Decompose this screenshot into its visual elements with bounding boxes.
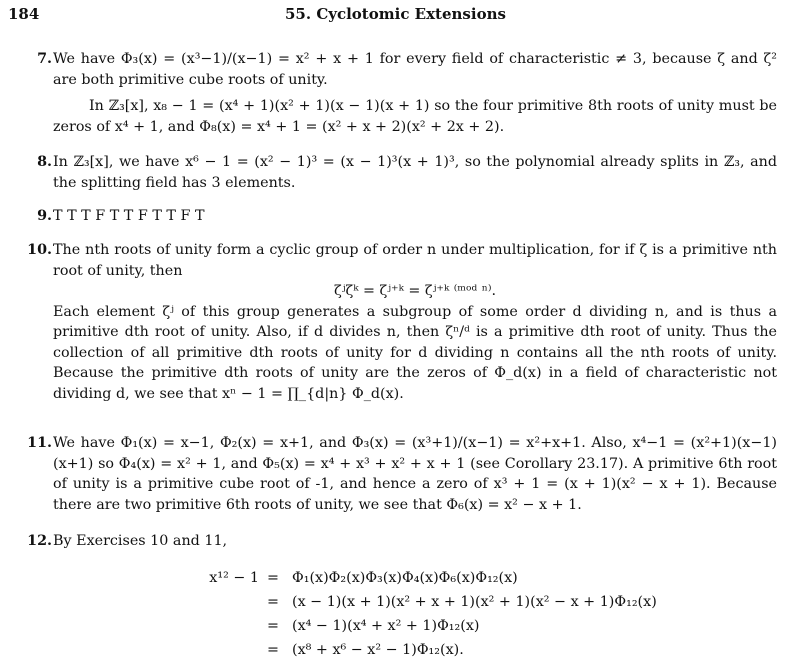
- equals-sign: =: [267, 642, 279, 658]
- exercise-number: 9.: [37, 208, 52, 224]
- exercise-9: [22, 206, 777, 227]
- exercise-text: In ℤ₃[x], x₈ − 1 = (x⁴ + 1)(x² + 1)(x − 1)(x + 1) so the four primitive 8th roots of unity must be zeros of x⁴ + 1, and Φ₈(x) = x⁴ + 1 = (x² + x + 2)(x² + 2x + 2).: [53, 98, 777, 135]
- exercise-text: T T T F T T F T T F T: [53, 208, 205, 224]
- derivation-rhs: (x⁸ + x⁶ − x² − 1)Φ₁₂(x).: [292, 642, 464, 658]
- derivation-rhs: Φ₁(x)Φ₂(x)Φ₃(x)Φ₄(x)Φ₆(x)Φ₁₂(x): [292, 570, 518, 586]
- equals-sign: =: [267, 594, 279, 610]
- exercise-number: 7.: [37, 51, 52, 67]
- equals-sign: =: [267, 570, 279, 586]
- exercise-text: The nth roots of unity form a cyclic group of order n under multiplication, for if ζ is a primitive nth root of unity, then: [53, 242, 777, 279]
- display-equation: ζʲζᵏ = ζʲ⁺ᵏ = ζʲ⁺ᵏ ⁽ᵐᵒᵈ ⁿ⁾.: [333, 283, 497, 299]
- exercise-text: We have Φ₃(x) = (x³−1)/(x−1) = x² + x + 1 for every field of characteristic ≠ 3, because ζ and ζ² are both primitive cube roots of unity.: [53, 51, 777, 88]
- exercise-8: [22, 152, 777, 193]
- exercise-number: 10.: [27, 242, 52, 258]
- derivation-rhs: (x⁴ − 1)(x⁴ + x² + 1)Φ₁₂(x): [292, 618, 480, 634]
- exercise-12: [22, 531, 777, 552]
- derivation-row: [0, 594, 797, 613]
- page-number: 184: [8, 5, 40, 23]
- derivation-rhs: (x − 1)(x + 1)(x² + x + 1)(x² + 1)(x² − x + 1)Φ₁₂(x): [292, 594, 657, 610]
- page-header: [0, 5, 797, 27]
- exercise-7: [22, 49, 777, 137]
- derivation-row: [0, 618, 797, 637]
- exercise-text: By Exercises 10 and 11,: [53, 533, 228, 549]
- derivation-row: [0, 642, 797, 661]
- exercise-number: 8.: [37, 154, 52, 170]
- equals-sign: =: [267, 618, 279, 634]
- exercise-11: [22, 433, 777, 515]
- chapter-title: 55. Cyclotomic Extensions: [285, 5, 506, 23]
- derivation-lhs: x¹² − 1: [209, 570, 259, 586]
- exercise-number: 12.: [27, 533, 52, 549]
- exercise-text: In ℤ₃[x], we have x⁶ − 1 = (x² − 1)³ = (x − 1)³(x + 1)³, so the polynomial already splits in ℤ₃, and the splitting field has 3 elements.: [53, 154, 777, 191]
- exercise-number: 11.: [27, 435, 52, 451]
- exercise-text: We have Φ₁(x) = x−1, Φ₂(x) = x+1, and Φ₃(x) = (x³+1)/(x−1) = x²+x+1. Also, x⁴−1 = (x²+1)(x−1)(x+1) so Φ₄(x) = x² + 1, and Φ₅(x) = x⁴ + x³ + x² + x + 1 (see Corollary 23.17). A primitive 6th root of unity is a primitive cube root of -1, and hence a zero of x³ + 1 = (x + 1)(x² − x + 1). Because there are two primitive 6th roots of unity, we see that Φ₆(x) = x² − x + 1.: [53, 435, 777, 513]
- derivation-row: [0, 570, 797, 589]
- exercise-10: [22, 240, 777, 404]
- exercise-text: Each element ζʲ of this group generates a subgroup of some order d dividing n, and is thus a primitive dth root of unity. Also, if d divides n, then ζⁿ/ᵈ is a primitive dth root of unity. Thus the collection of all primitive dth roots of unity for d dividing n contains all the nth roots of unity. Because the primitive dth roots of unity are the zeros of Φ_d(x) in a field of characteristic not dividing d, we see that xⁿ − 1 = ∏_{d|n} Φ_d(x).: [53, 303, 777, 402]
